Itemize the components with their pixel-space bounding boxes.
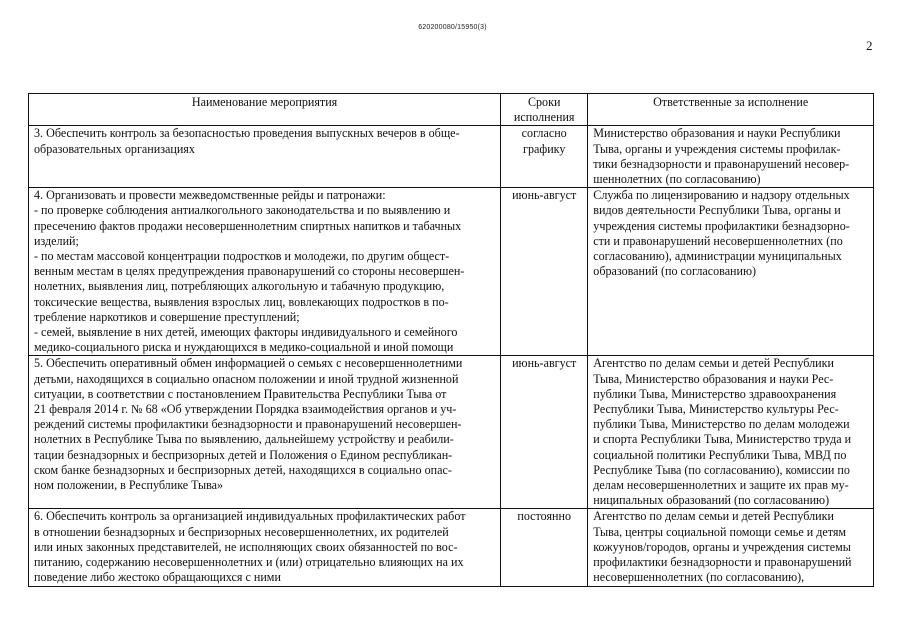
cell-line: несовершеннолетних (по согласованию), <box>593 570 805 585</box>
cell-line: профилактики безнадзорности и правонарушений <box>593 555 852 570</box>
cell-line: - по проверке соблюдения антиалкогольного законодательства и по выявлению и <box>34 203 451 218</box>
cell-responsible <box>588 126 874 188</box>
cell-line: делам несовершеннолетних и защите их прав му- <box>593 478 849 493</box>
cell-line: шеннолетних (по согласованию) <box>593 172 761 187</box>
cell-line: образовательных организациях <box>34 141 195 156</box>
header-action: Наименование мероприятия <box>29 94 501 126</box>
cell-line: кожуунов/городов, органы и учреждения системы <box>593 539 851 554</box>
cell-line: 4. Организовать и провести межведомственные рейды и патронажи: <box>34 188 386 203</box>
cell-term <box>501 188 588 356</box>
cell-line: 6. Обеспечить контроль за организацией индивидуальных профилактических работ <box>34 509 466 524</box>
cell-line: согласно <box>521 126 567 141</box>
cell-line: видов деятельности Республики Тыва, органы и <box>593 203 841 218</box>
cell-line: графику <box>522 141 566 156</box>
cell-term <box>501 126 588 188</box>
cell-line: токсические вещества, выявления взрослых лиц, вовлекающих подростков в по- <box>34 294 449 309</box>
cell-line: - по местам массовой концентрации подростков и молодежи, по другим общест- <box>34 249 450 264</box>
cell-line: поведение либо жестоко обращающихся с ними <box>34 570 281 585</box>
cell-term <box>501 356 588 509</box>
cell-line: реждений системы профилактики безнадзорности и правонарушений несовершен- <box>34 417 462 432</box>
cell-line: венным местам в целях предупреждения правонарушений со стороны несовершен- <box>34 264 465 279</box>
header-responsible: Ответственные за исполнение <box>588 94 874 126</box>
cell-line: и спорта Республики Тыва, Министерство труда и <box>593 432 852 447</box>
cell-line: 21 февраля 2014 г. № 68 «Об утверждении Порядка взаимодействия органов и уч- <box>34 402 457 417</box>
cell-line: Агентство по делам семьи и детей Республики <box>593 356 834 371</box>
cell-line: Агентство по делам семьи и детей Республики <box>593 509 834 524</box>
cell-line: медико-социального риска и нуждающихся в медико-социальной и иной помощи <box>34 340 454 355</box>
cell-line: Тыва, Министерство образования и науки Рес- <box>593 371 834 386</box>
cell-term <box>501 509 588 586</box>
cell-line: 3. Обеспечить контроль за безопасностью проведения выпускных вечеров в обще- <box>34 126 460 141</box>
cell-line: Министерство образования и науки Республики <box>593 126 841 141</box>
cell-line: постоянно <box>517 509 572 524</box>
cell-responsible <box>588 509 874 586</box>
cell-line: учреждения системы профилактики безнадзорно- <box>593 218 850 233</box>
cell-line: сти и правонарушений несовершеннолетних (по <box>593 233 843 248</box>
table-header-row <box>29 94 874 126</box>
cell-action <box>29 509 501 586</box>
cell-line: публики Тыва, Министерство по делам молодежи <box>593 417 850 432</box>
header-term <box>501 94 588 126</box>
table-row <box>29 356 874 509</box>
cell-line: июнь-август <box>512 356 577 371</box>
cell-line: в отношении безнадзорных и беспризорных несовершеннолетних, их родителей <box>34 524 449 539</box>
cell-line: требление наркотиков и совершение преступлений; <box>34 309 300 324</box>
table-row <box>29 188 874 356</box>
cell-line: или иных законных представителей, не исполняющих своих обязанностей по вос- <box>34 539 458 554</box>
cell-line: пресечению фактов продажи несовершеннолетним спиртных напитков и табачных <box>34 218 462 233</box>
cell-line: ском банке безнадзорных и беспризорных детей, находящихся в социально опас- <box>34 462 452 477</box>
cell-line: социальной политики Республики Тыва, МВД по <box>593 447 847 462</box>
cell-line: изделий; <box>34 233 79 248</box>
cell-line: 5. Обеспечить оперативный обмен информацией о семьях с несовершеннолетними <box>34 356 463 371</box>
cell-action <box>29 356 501 509</box>
table-row <box>29 126 874 188</box>
page-number: 2 <box>866 38 873 53</box>
cell-line: Тыва, органы и учреждения системы профилак- <box>593 141 841 156</box>
cell-line: согласованию), администрации муниципальных <box>593 249 842 264</box>
cell-responsible <box>588 188 874 356</box>
cell-line: питанию, содержанию несовершеннолетних и (или) отрицательно влияющих на их <box>34 555 464 570</box>
cell-action <box>29 188 501 356</box>
cell-line: Тыва, центры социальной помощи семье и детям <box>593 524 847 539</box>
header-term-line: Сроки <box>527 95 561 109</box>
cell-line: ниципальных образований (по согласованию) <box>593 493 830 508</box>
document-id: 620200080/15950(3) <box>418 24 487 31</box>
cell-responsible <box>588 356 874 509</box>
cell-action <box>29 126 501 188</box>
table-row <box>29 509 874 586</box>
cell-line: тики безнадзорности и правонарушений несовер- <box>593 156 850 171</box>
header-term-line: исполнения <box>513 110 575 125</box>
measures-table <box>28 93 874 587</box>
cell-line: Республики Тыва, Министерство культуры Рес- <box>593 402 839 417</box>
cell-line: образований (по согласованию) <box>593 264 757 279</box>
cell-line: июнь-август <box>512 188 577 203</box>
cell-line: ном положении, в Республике Тыва» <box>34 478 224 493</box>
cell-line: - семей, выявление в них детей, имеющих факторы индивидуального и семейного <box>34 325 458 340</box>
cell-line: публики Тыва, Министерство здравоохранения <box>593 386 837 401</box>
cell-line: Служба по лицензированию и надзору отдельных <box>593 188 850 203</box>
cell-line: Республике Тыва (по согласованию), комиссии по <box>593 462 850 477</box>
cell-line: тации безнадзорных и беспризорных детей и Положения о Едином республикан- <box>34 447 453 462</box>
cell-line: нолетних, выявления лиц, потребляющих алкогольную и табачную продукцию, <box>34 279 445 294</box>
cell-line: ситуации, в соответствии с постановлением Правительства Республики Тыва от <box>34 386 447 401</box>
cell-line: детьми, находящихся в социально опасном положении и иной трудной жизненной <box>34 371 459 386</box>
cell-line: нолетних в Республике Тыва по выявлению, дальнейшему устройству и реабили- <box>34 432 454 447</box>
